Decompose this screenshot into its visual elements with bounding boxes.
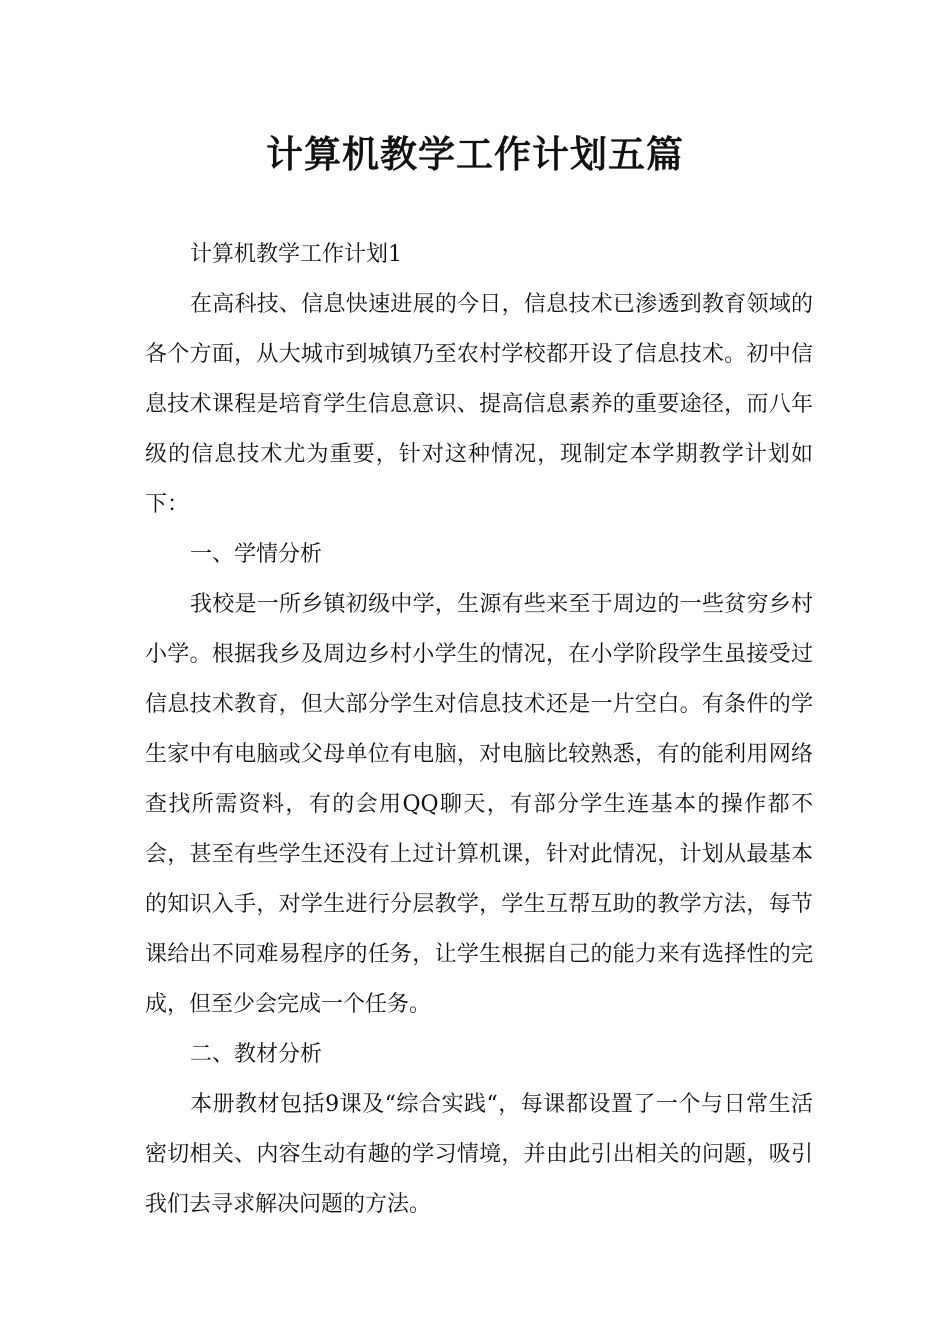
document-body <box>145 230 813 1230</box>
textbook-analysis-paragraph: 本册教材包括9课及“综合实践“，每课都设置了一个与日常生活密切相关、内容生动有趣的学习情境，并由此引出相关的问题，吸引我们去寻求解决问题的方法。 <box>145 1092 813 1217</box>
student-analysis-paragraph: 我校是一所乡镇初级中学，生源有些来至于周边的一些贫穷乡村小学。根据我乡及周边乡村小学生的情况，在小学阶段学生虽接受过信息技术教育，但大部分学生对信息技术还是一片空白。有条件的学生家中有电脑或父母单位有电脑，对电脑比较熟悉，有的能利用网络查找所需资料，有的会用QQ聊天，有部分学生连基本的操作都不会，甚至有些学生还没有上过计算机课，针对此情况，计划从最基本的知识入手，对学生进行分层教学，学生互帮互助的教学方法，每节课给出不同难易程序的任务，让学生根据自己的能力来有选择性的完成，但至少会完成一个任务。 <box>145 592 813 1017</box>
section-heading-textbook-analysis: 二、教材分析 <box>190 1042 323 1067</box>
document-title: 计算机教学工作计划五篇 <box>266 132 684 176</box>
subtitle-paragraph: 计算机教学工作计划1 <box>190 242 402 267</box>
intro-paragraph: 在高科技、信息快速进展的今日，信息技术已渗透到教育领域的各个方面，从大城市到城镇乃至农村学校都开设了信息技术。初中信息技术课程是培育学生信息意识、提高信息素养的重要途径，而八年级的信息技术尤为重要，针对这种情况，现制定本学期教学计划如下： <box>145 292 813 517</box>
section-heading-student-analysis: 一、学情分析 <box>190 542 323 567</box>
